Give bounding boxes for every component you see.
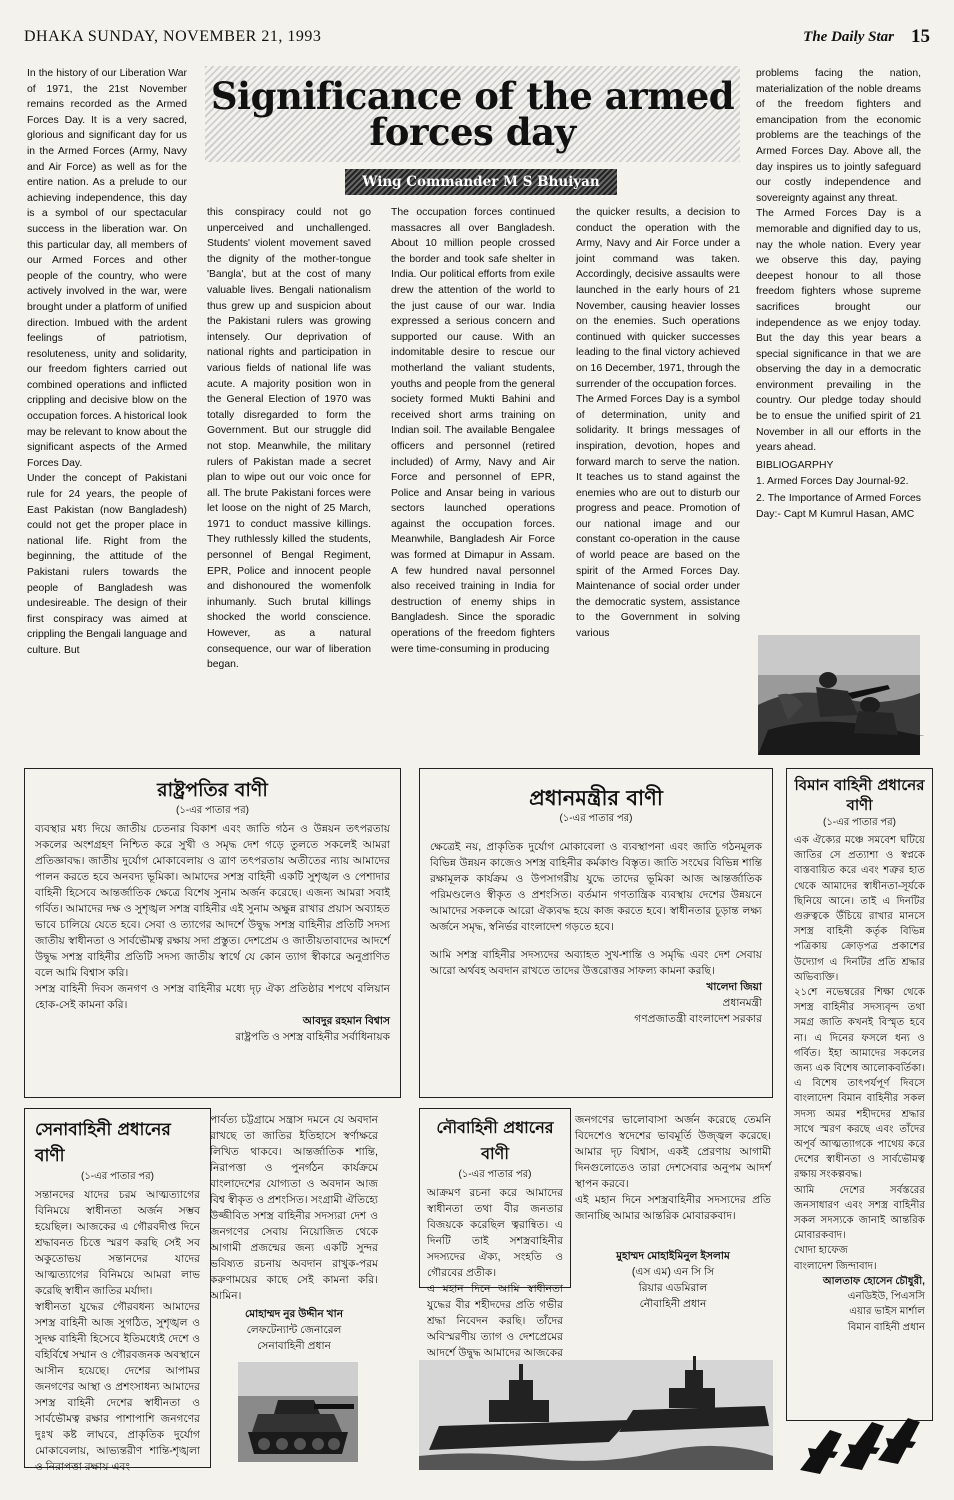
article-column-5 <box>756 66 921 626</box>
article-title: Significance of the armed forces day <box>205 66 740 162</box>
message-body: এ মহান দিনে আমি স্বাধীনতা যুদ্ধের বীর শহীদদের প্রতি গভীর শ্রদ্ধা নিবেদন করছি। তাঁদের অবিস্মরণীয় ত্যাগ ও দেশপ্রেমের আদর্শে উদ্বুদ্ধ আমাদের আজকের <box>427 1283 563 1359</box>
message-title: নৌবাহিনী প্রধানের বাণী <box>436 1118 554 1163</box>
message-body: এক ঐক্যের মঞ্চে সমবেশ ঘটিয়ে জাতির সে প্রত্যাশা ও স্বপ্নকে বাস্তবায়িত করে এবং শত্রুর হাত থেকে আমাদের স্বাধীনতা-সূর্যকে ছিনিয়ে আনে। তাই এ দিনটির গুরুত্বকে উঁচিয়ে রাখার মানসে সশস্ত্র বাহিনী কর্তৃক বিভিন্ন পত্রিকায় ক্রোড়পত্র প্রকাশের উদ্যোগ এ দিনটির প্রতি শ্রদ্ধার অভিব্যক্তি। <box>794 835 925 983</box>
army-message-signature <box>210 1306 378 1354</box>
newspaper-name: The Daily Star <box>803 29 894 45</box>
message-body: সন্তানদের যাদের চরম আত্মত্যাগের বিনিময়ে স্বাধীনতা অর্জন সম্ভব হয়েছিল। আজকের এ গৌরবদীপ্ত দিনে শ্রদ্ধাবনত চিত্তে স্মরণ করছি সেই সব অকুতোভয় সন্তানদের যাদের আত্মত্যাগের বিনিময়ে আমরা লাভ করেছি স্বাধীন জাতির মর্যাদা। <box>35 1189 200 1297</box>
message-designation: সেনাবাহিনী প্রধান <box>257 1340 331 1352</box>
message-designation: এয়ার ভাইস মার্শাল <box>849 1306 925 1318</box>
paragraph: In the history of our Liberation War of 1971, the 21st November remains recorded as the Armed Forces Day. It is a very sacred, glorious and significant day for us in the Armed Forces (Army, Navy and Air Force) as well as for the entire nation. As a prelude to our achieving independence, this day is a symbol of our spectacular success in the liberation war. On this particular day, all members of our Armed Forces and other people of the country, who were actively involved in the war, were brought under a platform of unified direction. Imbued with the ardent feelings of patriotism, resoluteness, unity and solidarity, our freedom fighters carried out combined operations and inflicted crippling and decisive blow on the occupation forces. A historical look may be relevant to know about the significant aspects of the Armed Forces Day. <box>27 68 187 469</box>
message-closing: বাংলাদেশ জিন্দাবাদ। <box>794 1260 877 1272</box>
article-column-4 <box>576 205 740 757</box>
headline-box <box>205 66 740 196</box>
masthead <box>24 28 930 50</box>
message-designation: বিমান বাহিনী প্রধান <box>847 1321 925 1333</box>
fighter-jets-illustration <box>790 1370 930 1480</box>
message-subtitle: (১-এর পাতার পর) <box>80 1171 155 1182</box>
message-designation: প্রধানমন্ত্রী <box>722 997 762 1009</box>
president-message-box <box>24 768 401 1098</box>
message-body: ক্ষেত্রেই নয়, প্রাকৃতিক দুর্যোগ মোকাবেলা ও ব্যবস্থাপনা এবং জাতি গঠনমূলক বিভিন্ন উন্নয়ন কাজেও সশস্ত্র বাহিনীর কর্মকাণ্ড বিস্তৃত। জাতি সংঘের বিভিন্ন শান্তি রক্ষামূলক কার্যক্রম ও উপসাগরীয় যুদ্ধে তাদের ভূমিকা আজ আন্তর্জাতিক পরিমণ্ডলেও স্বীকৃত ও প্রশংসিত। বর্তমান গণতান্ত্রিক ব্যবস্থায় দেশের উন্নয়নে আমাদের সকলকে আরো ঐক্যবদ্ধ হয়ে কাজ করতে হবে। স্বাধীনতার চূড়ান্ত লক্ষ্য অর্জনে সমৃদ্ধ, স্বনির্ভর বাংলাদেশ গড়তে হবে। <box>430 841 762 933</box>
message-subtitle: (১-এর পাতার পর) <box>822 817 897 828</box>
article-column-3 <box>391 205 555 757</box>
message-designation: লেফটেন্যান্ট জেনারেল <box>246 1324 342 1336</box>
paragraph: problems facing the nation, materialization of the noble dreams of the freedom fighters and emancipation from the economic problems are the teachings of the Armed Forces Day. Above all, the day inspires us to jointly safeguard our costly independence and sovereignty against any threat. <box>756 68 921 204</box>
bibliography-item: 2. The Importance of Armed Forces Day:- Capt M Kumrul Hasan, AMC <box>756 493 921 520</box>
message-closing: খোদা হাফেজ <box>794 1245 848 1257</box>
paragraph: this conspiracy could not go unperceived and unchallenged. Students' violent movement saved the dignity of the mother-tongue 'Bangla', but at the cost of many valuable lives. Bengali nationalism thus grew up and suspicion about the Pakistani rulers was growing intensely. Our deprivation of national rights and participation in various fields of national life was acute. A majority position won in the General Election of 1970 was totally disregarded to form the Government. But our struggle did not stop. Meanwhile, the military rulers of Pakistan made a secret plan to wipe out our voic once for all. The brute Pakistani forces were let loose on the night of 25 March, 1971 to conduct massive killings. They ruthlessly killed the students, personnel of Bengal Regiment, EPR, Police and innocent people and dishonoured the womenfolk inhumanly. Such brutal killings shocked the world conscience. However, as a natural consequence, our war of liberation began. <box>207 207 371 671</box>
paragraph: the quicker results, a decision to conduct the operation with the Army, Navy and Air Force under a joint command was taken. Accordingly, decisive assaults were launched in the early hours of 21 November, causing heavier losses on the enemies. Such operations continued with quicker successes leading to the final victory achieved on 16 December, 1971, through the surrender of the occupation forces. <box>576 207 740 390</box>
message-signature: মুহাম্মদ মোহাইমিনুল ইসলাম <box>616 1250 730 1262</box>
air-force-message-box <box>786 768 933 1421</box>
message-body: আমি দেশের সর্বস্তরের জনসাধারণ এবং সশস্ত্র বাহিনীর সকল সদস্যকে জানাই আন্তরিক মোবারকবাদ। <box>794 1184 925 1242</box>
bibliography-item: 1. Armed Forces Day Journal-92. <box>756 476 909 488</box>
warship-illustration <box>419 1300 773 1470</box>
pm-message-box <box>419 768 773 1098</box>
message-designation: নৌবাহিনী প্রধান <box>639 1298 707 1310</box>
message-body: জনগণের ভালোবাসা অর্জন করেছে তেমনি বিদেশেও স্বদেশের ভাবমূর্তি উজ্জ্বল করেছে। আমার দৃঢ় বিশ্বাস, একই প্রেরণায় আগামী দিনগুলোতেও তারা দেশসেবার অনুপম আদর্শ স্থাপন করবে। <box>575 1114 771 1190</box>
message-designation: রিয়ার এডমিরাল <box>638 1282 708 1294</box>
bibliography-title: BIBLIOGARPHY <box>756 459 834 471</box>
message-subtitle: (১-এর পাতার পর) <box>559 813 633 824</box>
paragraph: Under the concept of Pakistani rule for 24 years, the people of East Pakistan (now Bangladesh) could not get the proper place in national life. Right from the beginning, the attitude of the Pakistani rulers towards the people of Bangladesh was undesireable. The design of their first conspiracy was aimed at crippling the Bengali language and culture. But <box>27 473 187 656</box>
date-line: DHAKA SUNDAY, NOVEMBER 21, 1993 <box>24 28 322 45</box>
message-body: আক্রমণ রচনা করে আমাদের স্বাধীনতা তথা বীর জনতার বিজয়কে করেছিল ত্বরান্বিত। এ দিনটি তাই সশস্ত্রবাহিনীর সদস্যদের ঐক্য, সংহতি ও গৌরবের প্রতীক। <box>427 1187 563 1279</box>
message-designation: গণপ্রজাতন্ত্রী বাংলাদেশ সরকার <box>634 1013 762 1025</box>
article-column-1 <box>27 66 187 756</box>
message-signature: খালেদা জিয়া <box>706 981 762 993</box>
message-title: বিমান বাহিনী প্রধানের বাণী <box>794 776 925 814</box>
message-designation: রাষ্ট্রপতি ও সশস্ত্র বাহিনীর সর্বাধিনায়ক <box>235 1031 390 1043</box>
message-body: আমি সশস্ত্র বাহিনীর সদস্যদের অব্যাহত সুখ-শান্তি ও সমৃদ্ধি এবং দেশ সেবায় আরো অর্থবহ অবদান রাখতে তাদের উত্তরোত্তর সাফল্য কামনা করছি। <box>430 949 762 977</box>
message-body: ২১শে নভেম্বরের শিক্ষা থেকে সশস্ত্র বাহিনীর সদস্যবৃন্দ তথা সমগ্র জাতি কখনই বিস্মৃত হবে না। এ দিনের ফসলে ধন্য ও গর্বিত। ইহা আমাদের সকলের জন্য এক বিশেষ আলোকবর্তিকা। এ বিশেষ তাৎপর্যপূর্ণ দিবসে বাংলাদেশ বিমান বাহিনীর সকল সদস্য অমর শহীদদের শ্রদ্ধার সাথে স্মরণ করছে এবং তাঁদের অপূর্ব আত্মত্যাগকে পাথেয় করে দেশের স্বাধীনতা ও সার্বভৌমত্ব রক্ষায় সংকল্পবদ্ধ। <box>794 987 925 1181</box>
paragraph: The occupation forces continued massacres all over Bangladesh. About 10 million people crossed the border and took safe shelter in India. Our political efforts from exile drew the attention of the world to the just cause of our war. India expressed a serious concern and supported our cause. With an indomitable desire to rescue our motherland the valiant students, youths and people from the general society formed Mukti Bahini and received short arms training on Indian soil. The available Bengalee officers and personnel (retired included) of Army, Navy and Air Force and personnel of EPR, Police and Ansar being in various sectors launched operations against the occupation forces. Meanwhile, Bangladesh Air Force was formed at Dimapur in Assam. A few hundred naval personnel also received training in India for destruction of enemy ships in Bangladesh. Since the sporadic operations of the freedom fighters were time-consuming in producing <box>391 207 555 655</box>
message-body: এই মহান দিনে সশস্ত্রবাহিনীর সদস্যদের প্রতি জানাচ্ছি আমার আন্তরিক মোবারকবাদ। <box>575 1194 771 1222</box>
page-number: 15 <box>911 26 930 47</box>
message-signature: মোহাম্মদ নুর উদ্দীন খান <box>244 1308 344 1320</box>
message-title: সেনাবাহিনী প্রধানের বাণী <box>35 1120 171 1166</box>
paragraph: The Armed Forces Day is a symbol of determination, unity and solidarity. It brings messages of inspiration, devotion, hopes and forward march to serve the nation. It teaches us to stand against the enemies who are out to disturb our progress and peace. Promotion of our national image and our constant co-operation in the cause of world peace are based on the spirit of the Armed Forces Day. Maintenance of social order under the democratic system, assistance to the Government in solving various <box>576 394 740 640</box>
soldiers-photo <box>758 635 920 755</box>
navy-message-box <box>419 1108 571 1359</box>
message-body: ব্যবস্থার মধ্য দিয়ে জাতীয় চেতনার বিকাশ এবং জাতি গঠন ও উন্নয়ন তৎপরতায় সকলের অংশগ্রহণ নিশ্চিত করে সুখী ও সমৃদ্ধ দেশ গড়ে তুলতে সকলেই আমরা প্রতিজ্ঞাবদ্ধ। জাতীয় দুর্যোগ মোকাবেলায় ও ত্রাণ তৎপরতায় অতীতের ন্যায় আমাদের পালন করতে হবে অনবদ্য ভূমিকা। আমাদের সশস্ত্র বাহিনী একটি সুশৃঙ্খল ও পেশাদার বাহিনী হিসেবে আন্তর্জাতিক ক্ষেত্রে বিশেষ সুনাম অর্জন করেছে। এজন্য আমরা সবাই গর্বিত। আমাদের দক্ষ ও সুশৃঙ্খল সশস্ত্র বাহিনীর এই সুনাম অক্ষুন্ন রাখার প্রয়াস অব্যাহত ভাবে চালিয়ে যেতে হবে। সেবা ও ত্যাগের আদর্শে উদ্বুদ্ধ সশস্ত্র বাহিনীর প্রতিটি সদস্য জাতীয় স্বাধীনতা ও সার্বভৌমত্ব রক্ষায় সদা প্রস্তুত। দেশপ্রেম ও জাতীয়তাবাদের আদর্শে উদ্বুদ্ধ সশস্ত্র বাহিনীর প্রতিটি সদস্য জাতীয় স্বার্থে যে কোন ত্যাগ স্বীকারে অনুপ্রাণিত বলে আমি বিশ্বাস করি। <box>35 823 390 979</box>
message-title: প্রধানমন্ত্রীর বাণী <box>529 786 663 810</box>
message-body: স্বাধীনতা যুদ্ধের গৌরবধন্য আমাদের সশস্ত্র বাহিনী আজ সুগঠিত, সুশৃঙ্খল ও সুদক্ষ বাহিনী হিসেবে ইতিমধ্যেই দেশে ও বহির্বিশ্বে সম্মান ও গৌরবজনক অবস্থানে আসীন হয়েছে। দেশের আপামর জনগণের আস্থা ও প্রশংসাধন্য আমাদের সশস্ত্র বাহিনী দেশের স্বাধীনতা ও সার্বভৌমত্ব রক্ষার পাশাপাশি জনগণের দুঃখ কষ্ট লাঘবে, প্রাকৃতিক দুর্যোগ মোকাবেলায়, আভ্যন্তরীণ শান্তি-শৃঙ্খলা ও নিরাপত্তা রক্ষায় এবং <box>35 1301 200 1473</box>
message-designation: (এস এম) এন সি সি <box>631 1266 715 1278</box>
message-title: রাষ্ট্রপতির বাণী <box>157 779 268 801</box>
army-message-continued: পার্বত্য চট্টগ্রামে সন্ত্রাস দমনে যে অবদান রাখছে তা জাতির ইতিহাসে স্বর্ণাক্ষরে লিখিত থাকবে। আন্তর্জাতিক শান্তি, নিরাপত্তা ও পুনর্গঠন কার্যক্রমে বাংলাদেশের যোগ্যতা ও অবদান আজ বিশ্ব স্বীকৃত ও প্রশংসিত। সংগ্রামী ঐতিহ্যে উজ্জীবিত সশস্ত্র বাহিনীর সদস্যরা দেশ ও জনগণের সেবায় নিয়োজিত থেকে আগামী প্রজন্মের জন্য একটি সুন্দর ভবিষ্যত রচনায় অবদান রাখুক-পরম করুণাময়ের কাছে সেই কামনা করি। আমিন। <box>210 1114 378 1302</box>
tank-illustration <box>238 1362 358 1462</box>
article-byline: Wing Commander M S Bhuiyan <box>345 169 617 195</box>
message-subtitle: (১-এর পাতার পর) <box>458 1169 532 1180</box>
paragraph: The Armed Forces Day is a memorable and dignified day to us, nay the whole nation. Every year we observe this day, paying deepest honour to all those freedom fighters whose supreme sacrifices brought our independence as we enjoy today. But the day this year bears a special significance in that we are observing the day in a democratic environment prevailing in the country. Our pledge today should be to ensue the unified spirit of 21 November in all our efforts in the years ahead. <box>756 208 921 454</box>
article-column-2 <box>207 205 371 757</box>
message-body: সশস্ত্র বাহিনী দিবস জনগণ ও সশস্ত্র বাহিনীর মধ্যে দৃঢ় ঐক্য প্রতিষ্ঠার শপথে বলিয়ান হোক-সেই কামনা করি। <box>35 983 390 1011</box>
army-message-box <box>24 1108 211 1473</box>
message-designation: এনডিইউ, পিএসসি <box>847 1291 925 1303</box>
message-signature: আলতাফ হোসেন চৌধুরী, <box>822 1275 925 1287</box>
message-signature: আবদুর রহমান বিশ্বাস <box>302 1015 390 1027</box>
message-subtitle: (১-এর পাতার পর) <box>175 805 250 816</box>
